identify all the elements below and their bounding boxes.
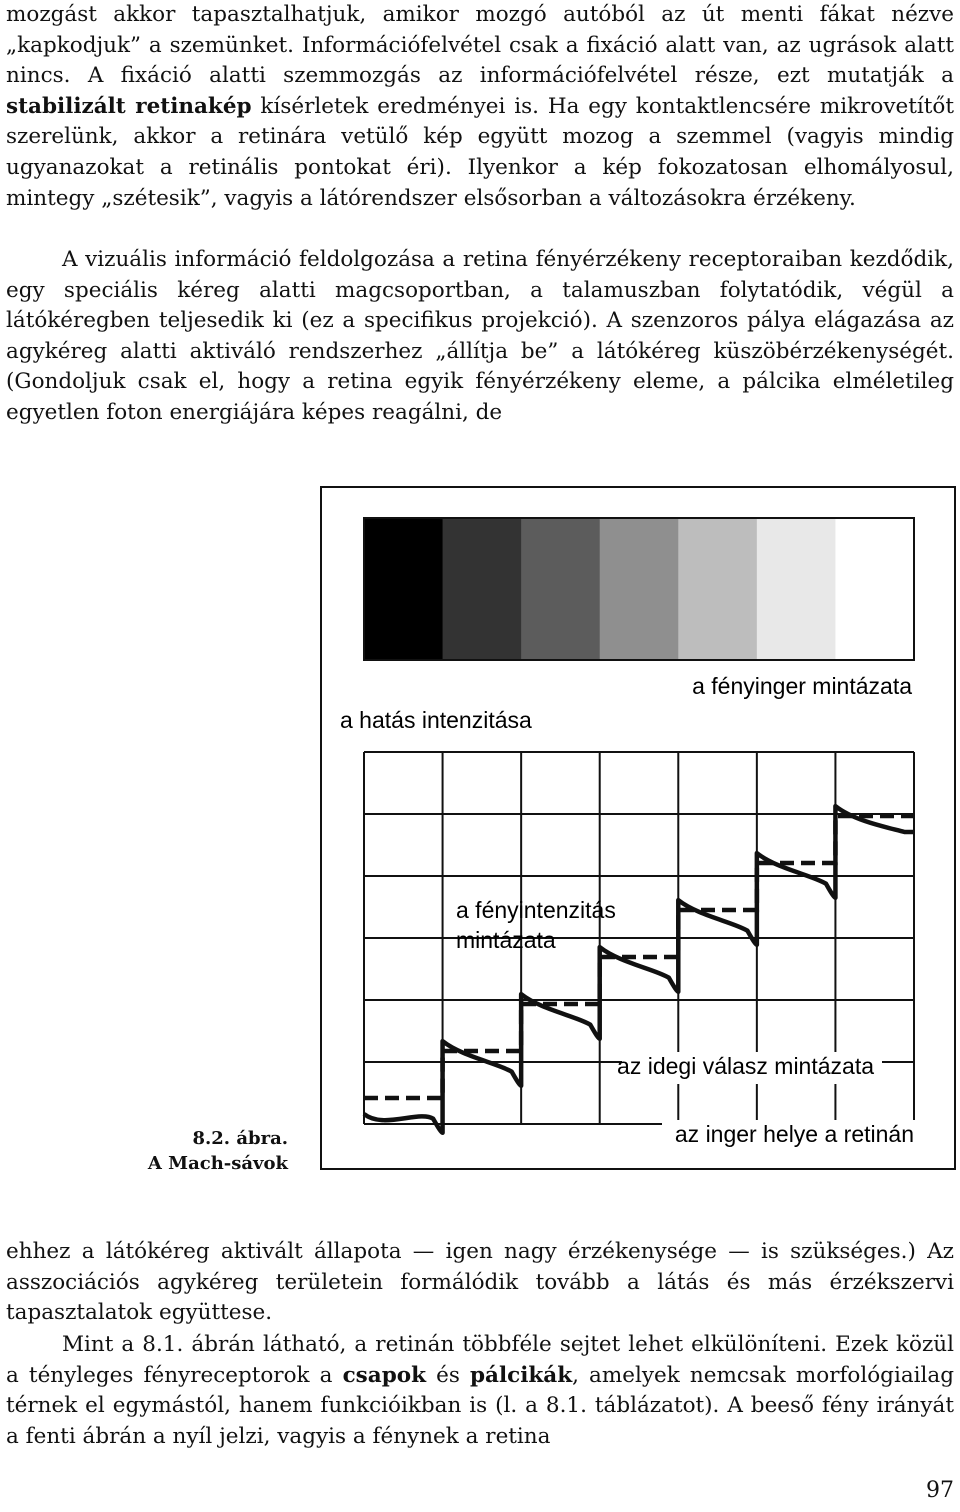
- paragraph-visual-processing-text: A vizuális információ feldolgozása a retina fényérzékeny receptoraiban kezdődik, egy speciális kéreg alatti magcsoportban, a talamuszban folytatódik, végül a látókéregben teljesedik ki (ez a specifikus projekció). A szenzoros pálya elágazása az agykéreg alatti aktiváló rendszerhez „állítja be” a látókéreg küszöbérzékenységét. (Gondoljuk csak el, hogy a retina egyik fényérzékeny eleme, a pálcika elméletileg egyetlen foton energiájára képes reagálni, de: [6, 247, 954, 425]
- gray-band: [600, 518, 679, 660]
- label-stimulus-pattern: a fényinger mintázata: [692, 673, 912, 699]
- figure-caption-title: A Mach-sávok: [147, 1153, 288, 1174]
- gray-band-strip: [364, 518, 915, 660]
- term-rods: pálcikák: [469, 1362, 573, 1388]
- figure-caption-number: 8.2. ábra.: [192, 1128, 288, 1149]
- paragraph-retina-cells-part2: és: [426, 1362, 470, 1388]
- paragraph-visual-processing: [6, 245, 954, 429]
- label-neural-response: az idegi válasz mintázata: [617, 1053, 874, 1079]
- gray-band: [521, 518, 600, 660]
- paragraph-intro: [6, 0, 954, 214]
- mach-bands-diagram: [322, 488, 954, 1168]
- label-light-pattern-line2: mintázata: [456, 927, 556, 953]
- paragraph-intro-part1: mozgást akkor tapasztalhatjuk, amikor mozgó autóból az út menti fákat nézve „kapkodjuk” a szemünket. Információfelvétel csak a fixáció alatt van, az ugrások alatt nincs. A fixáció alatti szemmozgás az információfelvétel része, ezt mutatják a: [6, 2, 954, 89]
- label-retina-position: az inger helye a retinán: [674, 1121, 914, 1147]
- paragraph-cortex-state-text: ehhez a látókéreg aktivált állapota — igen nagy érzékenysége — is szükséges.) Az asszociációs agykéreg területein formálódik tovább a látás és más érzékszervi tapasztalatok együttese.: [6, 1239, 954, 1326]
- gray-band: [678, 518, 757, 660]
- paragraph-retina-cells-part3: , amelyek nemcsak morfológiailag térnek el egymástól, hanem funkcióikban is (l. a 8.1. táblázatot). A beeső fény irányát a fenti ábrán a nyíl jelzi, vagyis a fénynek a retina: [6, 1362, 954, 1449]
- gray-band: [443, 518, 522, 660]
- label-intensity: a hatás intenzitása: [340, 707, 532, 733]
- paragraph-retina-cells-part1: Mint a 8.1. ábrán látható, a retinán többféle sejtet lehet elkülöníteni. Ezek közül a tényleges fényreceptorok a: [6, 1332, 954, 1388]
- gray-band: [364, 518, 443, 660]
- figure-mach-bands: [320, 486, 956, 1170]
- term-stabilized-retinal-image: stabilizált retinakép: [6, 93, 252, 119]
- gray-band: [835, 518, 914, 660]
- gray-band: [757, 518, 836, 660]
- paragraph-retina-cells: [6, 1330, 954, 1452]
- label-light-pattern-line1: a fényintenzitás: [456, 897, 616, 923]
- page-number: 97: [926, 1478, 954, 1503]
- term-cones: csapok: [342, 1362, 426, 1388]
- figure-caption: [120, 1126, 288, 1176]
- paragraph-intro-part2: kísérletek eredményei is. Ha egy kontaktlencsére mikrovetítőt szerelünk, akkor a retinára vetülő kép együtt mozog a szemmel (vagyis mindig ugyanazokat a retinális pontokat éri). Ilyenkor a kép fokozatosan elhomályosul, mintegy „szétesik”, vagyis a látórendszer elsősorban a változásokra érzékeny.: [6, 93, 954, 211]
- paragraph-cortex-state: [6, 1237, 954, 1329]
